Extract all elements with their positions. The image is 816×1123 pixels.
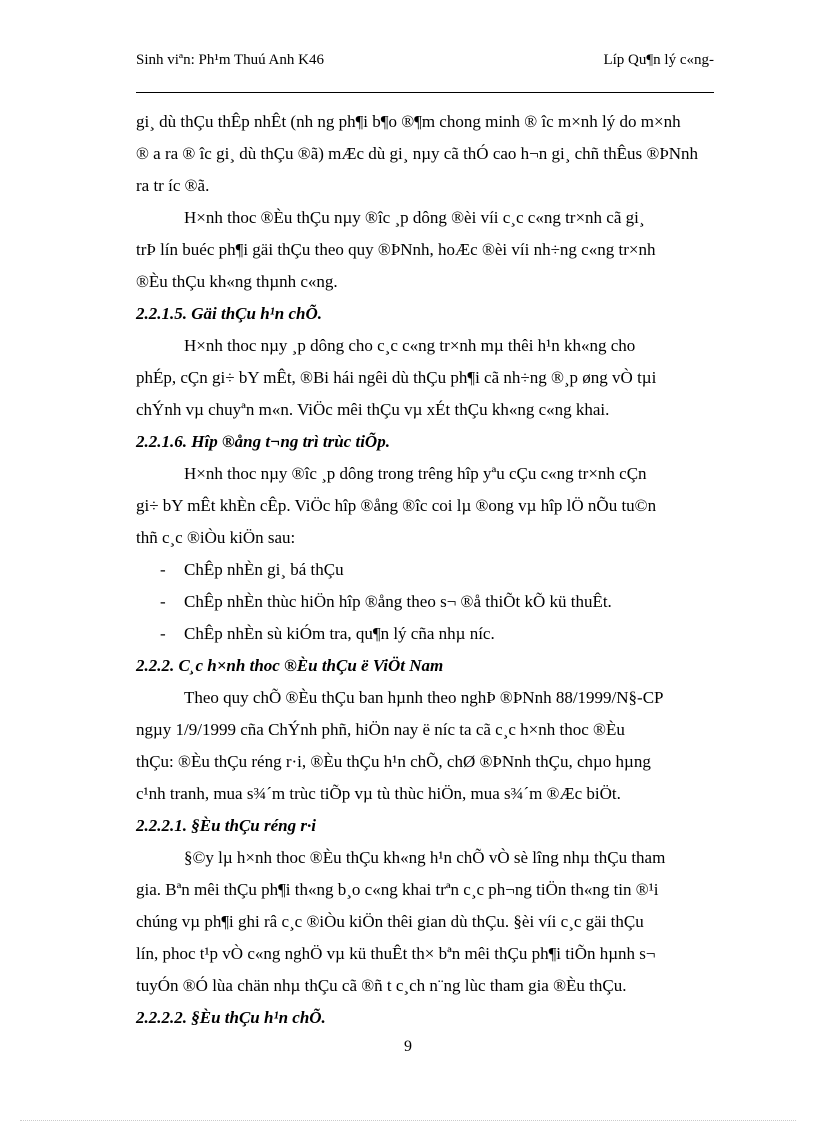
- section-heading: 2.2.1.5. Gäi thÇu h¹n chÕ.: [136, 304, 323, 323]
- text-line: ® a ra ® îc gi¸ dù thÇu ®ã) mÆc dù gi¸ nµy cã thÓ cao h¬n gi¸ chñ thÊus ®ÞNnh: [136, 144, 699, 163]
- bullet-item: [136, 554, 738, 586]
- text-line: gi¸ dù thÇu thÊp nhÊt (nh ng ph¶i b¶o ®¶m chong minh ® îc m×nh lý do m×nh: [136, 112, 681, 131]
- text-line: phÉp, cÇn gi÷ bY mÊt, ®Bi hái ngêi dù thÇu ph¶i cã nh÷ng ®¸p øng vÒ tµi: [136, 368, 657, 387]
- text-line: gia. Bªn mêi thÇu ph¶i th«ng b¸o c«ng khai trªn c¸c ph¬ng tiÖn th«ng tin ®¹i: [136, 880, 659, 899]
- page-bottom-divider: [20, 1120, 796, 1121]
- text-line: Theo quy chÕ ®Èu thÇu ban hµnh theo nghÞ ®ÞNnh 88/1999/N§-CP: [184, 688, 664, 707]
- text-line: §©y lµ h×nh thoc ®Èu thÇu kh«ng h¹n chÕ vÒ sè lîng nhµ thÇu tham: [184, 848, 666, 867]
- bullet-marker: -: [160, 624, 166, 643]
- bullet-text: ChÊp nhÈn thùc hiÖn hîp ®ång theo s¬ ®å thiÕt kÕ kü thuÊt.: [184, 592, 612, 611]
- text-line: H×nh thoc nµy ¸p dông cho c¸c c«ng tr×nh mµ thêi h¹n kh«ng cho: [184, 336, 636, 355]
- bullet-text: ChÊp nhÈn sù kiÓm tra, qu¶n lý cña nhµ níc.: [184, 624, 495, 643]
- text-line: H×nh thoc ®Èu thÇu nµy ®îc ¸p dông ®èi víi c¸c c«ng tr×nh cã gi¸: [184, 208, 645, 227]
- text-line: ®Èu thÇu kh«ng thµnh c«ng.: [136, 272, 338, 291]
- header-student-name: Sinh viªn: Ph¹m Thuú Anh K46: [136, 52, 324, 68]
- bullet-marker: -: [160, 560, 166, 579]
- header-class-name: Líp Qu¶n lý c«ng-: [603, 52, 714, 68]
- bullet-marker: -: [160, 592, 166, 611]
- text-line: trÞ lín buéc ph¶i gäi thÇu theo quy ®ÞNnh, hoÆc ®èi víi nh÷ng c«ng tr×nh: [136, 240, 656, 259]
- page-body: [136, 106, 738, 1034]
- text-line: c¹nh tranh, mua s¾´m trùc tiÕp vµ tù thùc hiÖn, mua s¾´m ®Æc biÖt.: [136, 784, 621, 803]
- section-heading: 2.2.2.2. §Èu thÇu h¹n chÕ.: [136, 1008, 326, 1027]
- text-line: tuyÓn ®Ó lùa chän nhµ thÇu cã ®ñ t c¸ch n¨ng lùc tham gia ®Èu thÇu.: [136, 976, 627, 995]
- page-number: 9: [404, 1038, 412, 1055]
- section-heading: 2.2.2. C¸c h×nh thoc ®Èu thÇu ë ViÖt Nam: [136, 656, 444, 675]
- section-heading: 2.2.2.1. §Èu thÇu réng r·i: [136, 816, 316, 835]
- text-line: lín, phoc t¹p vÒ c«ng nghÖ vµ kü thuÊt th× bªn mêi thÇu ph¶i tiÕn hµnh s¬: [136, 944, 656, 963]
- text-line: H×nh thoc nµy ®îc ¸p dông trong trêng hîp yªu cÇu c«ng tr×nh cÇn: [184, 464, 647, 483]
- text-line: chÝnh vµ chuyªn m«n. ViÖc mêi thÇu vµ xÉt thÇu kh«ng c«ng khai.: [136, 400, 610, 419]
- page-header: [136, 48, 714, 93]
- text-line: ngµy 1/9/1999 cña ChÝnh phñ, hiÖn nay ë níc ta cã c¸c h×nh thoc ®Èu: [136, 720, 625, 739]
- bullet-text: ChÊp nhÈn gi¸ bá thÇu: [184, 560, 344, 579]
- text-line: thÇu: ®Èu thÇu réng r·i, ®Èu thÇu h¹n chÕ, chØ ®ÞNnh thÇu, chµo hµng: [136, 752, 651, 771]
- text-line: thñ c¸c ®iÒu kiÖn sau:: [136, 528, 296, 547]
- text-line: gi÷ bY mÊt khÈn cÊp. ViÖc hîp ®ång ®îc coi lµ ®ong vµ hîp lÖ nÕu tu©n: [136, 496, 657, 515]
- section-heading: 2.2.1.6. Hîp ®ång t¬ng trì trùc tiÕp.: [136, 432, 390, 451]
- text-line: ra tr íc ®ã.: [136, 176, 210, 195]
- bullet-item: [136, 586, 738, 618]
- bullet-item: [136, 618, 738, 650]
- text-line: chúng vµ ph¶i ghi râ c¸c ®iÒu kiÖn thêi gian dù thÇu. §èi víi c¸c gäi thÇu: [136, 912, 644, 931]
